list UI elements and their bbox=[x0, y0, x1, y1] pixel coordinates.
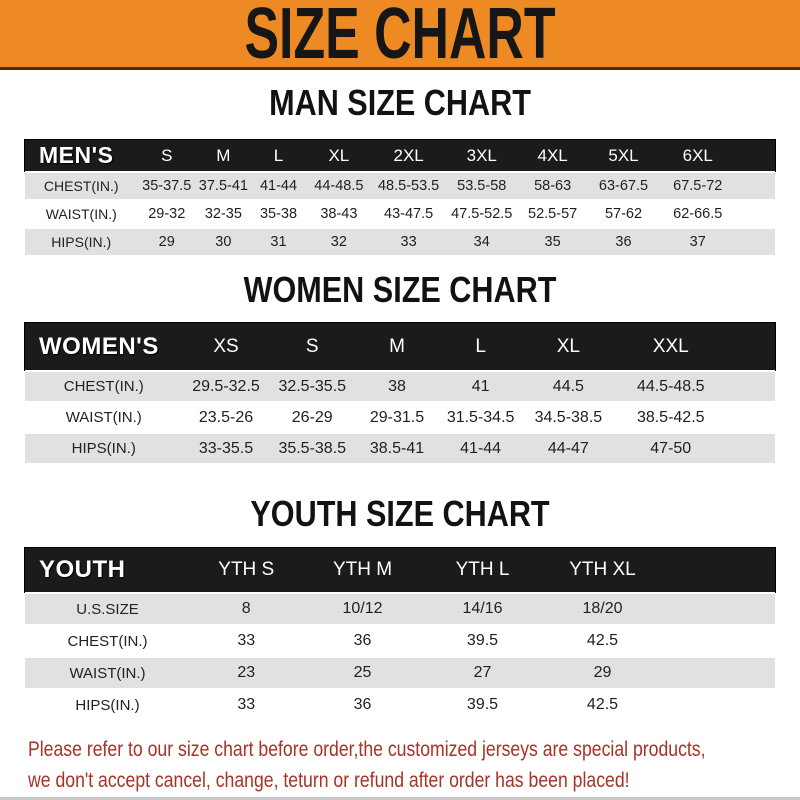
column-header: XL bbox=[556, 335, 580, 357]
size-value-cell: 62-66.5 bbox=[673, 206, 723, 222]
size-value-cell: 38-43 bbox=[320, 206, 358, 222]
man-section-title bbox=[0, 84, 800, 122]
size-value-cell: 44-47 bbox=[547, 439, 589, 457]
row-label: HIPS(IN.) bbox=[71, 440, 136, 457]
size-value-cell: 25 bbox=[353, 664, 372, 681]
column-header: 4XL bbox=[537, 145, 568, 165]
row-label: WAIST(IN.) bbox=[69, 664, 146, 682]
column-header: XS bbox=[213, 335, 239, 357]
size-value-cell: 44.5-48.5 bbox=[636, 377, 705, 395]
size-value-cell: 23 bbox=[237, 664, 256, 681]
row-label: CHEST(IN.) bbox=[63, 378, 144, 395]
row-label: CHEST(IN.) bbox=[43, 178, 119, 194]
size-value-cell: 30 bbox=[215, 234, 232, 250]
size-value-cell: 41-44 bbox=[259, 178, 298, 194]
table-row bbox=[25, 401, 775, 432]
size-value-cell: 38.5-41 bbox=[369, 439, 425, 457]
table-row bbox=[25, 688, 775, 720]
table-row bbox=[25, 227, 775, 255]
size-value-cell: 38.5-42.5 bbox=[636, 408, 705, 426]
size-value-cell: 29-32 bbox=[148, 206, 186, 222]
women-table-corner-label: WOMEN'S bbox=[39, 332, 159, 360]
page-title: SIZE CHART bbox=[244, 0, 556, 74]
size-value-cell: 37.5-41 bbox=[198, 178, 248, 194]
table-row bbox=[25, 656, 775, 688]
disclaimer-line-1: Please refer to our size chart before order,the customized jerseys are special products, bbox=[28, 738, 706, 761]
size-value-cell: 53.5-58 bbox=[457, 178, 507, 194]
row-label: U.S.SIZE bbox=[76, 600, 139, 618]
size-value-cell: 33-35.5 bbox=[198, 439, 254, 457]
column-header: 6XL bbox=[682, 145, 713, 165]
size-value-cell: 32-35 bbox=[204, 206, 242, 222]
size-value-cell: 32 bbox=[330, 234, 347, 250]
size-value-cell: 34 bbox=[473, 234, 490, 250]
size-value-cell: 58-63 bbox=[534, 178, 572, 194]
column-header: YTH S bbox=[218, 559, 275, 580]
youth-size-table bbox=[25, 548, 775, 720]
table-row bbox=[25, 171, 775, 199]
size-value-cell: 23.5-26 bbox=[198, 408, 254, 426]
size-value-cell: 29.5-32.5 bbox=[192, 377, 260, 395]
women-section-title bbox=[0, 271, 800, 309]
size-value-cell: 33 bbox=[400, 234, 417, 250]
size-value-cell: 32.5-35.5 bbox=[278, 377, 347, 395]
size-value-cell: 38 bbox=[388, 377, 406, 395]
man-table-corner-label: MEN'S bbox=[39, 142, 114, 168]
size-value-cell: 35-37.5 bbox=[142, 178, 192, 194]
size-value-cell: 47.5-52.5 bbox=[451, 206, 513, 222]
youth-section-title-text: YOUTH SIZE CHART bbox=[250, 493, 550, 534]
size-value-cell: 52.5-57 bbox=[528, 206, 578, 222]
column-header: 2XL bbox=[393, 145, 424, 165]
table-row bbox=[25, 199, 775, 227]
column-header: XL bbox=[328, 145, 350, 165]
size-value-cell: 43-47.5 bbox=[384, 206, 434, 222]
size-value-cell: 29 bbox=[158, 234, 175, 250]
size-value-cell: 26-29 bbox=[291, 408, 333, 426]
size-value-cell: 37 bbox=[689, 234, 706, 250]
women-section-title-text: WOMEN SIZE CHART bbox=[243, 269, 557, 310]
banner bbox=[0, 0, 800, 74]
disclaimer-note bbox=[0, 734, 800, 796]
size-value-cell: 29 bbox=[593, 664, 612, 681]
size-value-cell: 47-50 bbox=[650, 439, 692, 457]
size-value-cell: 42.5 bbox=[586, 696, 619, 713]
size-value-cell: 67.5-72 bbox=[673, 178, 723, 194]
size-value-cell: 33 bbox=[237, 632, 256, 649]
row-label: WAIST(IN.) bbox=[45, 206, 117, 222]
column-header: YTH L bbox=[455, 559, 510, 580]
size-value-cell: 29-31.5 bbox=[369, 408, 425, 426]
youth-section-title bbox=[0, 495, 800, 533]
table-row bbox=[25, 370, 775, 401]
row-label: CHEST(IN.) bbox=[67, 632, 148, 650]
size-value-cell: 36 bbox=[353, 632, 372, 649]
size-value-cell: 36 bbox=[353, 696, 372, 713]
man-section-title-text: MAN SIZE CHART bbox=[269, 82, 531, 123]
column-header: XXL bbox=[652, 335, 689, 357]
table-row bbox=[25, 592, 775, 624]
size-value-cell: 34.5-38.5 bbox=[534, 408, 603, 426]
size-value-cell: 41 bbox=[471, 377, 490, 395]
size-value-cell: 36 bbox=[615, 234, 632, 250]
size-value-cell: 48.5-53.5 bbox=[377, 178, 440, 194]
size-value-cell: 35-38 bbox=[259, 206, 298, 222]
column-header: 5XL bbox=[608, 145, 639, 165]
youth-table-header-row bbox=[25, 548, 775, 592]
row-label: HIPS(IN.) bbox=[75, 696, 140, 714]
size-value-cell: 35.5-38.5 bbox=[278, 439, 347, 457]
column-header: L bbox=[475, 335, 486, 357]
size-value-cell: 44.5 bbox=[552, 377, 584, 395]
size-value-cell: 31.5-34.5 bbox=[446, 408, 515, 426]
column-header: 3XL bbox=[466, 145, 497, 165]
size-value-cell: 31 bbox=[270, 234, 287, 250]
column-header: L bbox=[273, 145, 284, 165]
column-header: S bbox=[305, 335, 319, 357]
size-value-cell: 41-44 bbox=[460, 439, 502, 457]
column-header: YTH M bbox=[332, 559, 393, 580]
youth-table-corner-label: YOUTH bbox=[39, 556, 126, 583]
size-value-cell: 44-48.5 bbox=[314, 178, 364, 194]
size-value-cell: 42.5 bbox=[586, 632, 619, 649]
size-value-cell: 27 bbox=[473, 664, 492, 681]
column-header: M bbox=[389, 335, 405, 357]
size-value-cell: 63-67.5 bbox=[598, 178, 649, 194]
man-table-header-row bbox=[25, 140, 775, 171]
size-value-cell: 10/12 bbox=[342, 600, 383, 617]
size-value-cell: 18/20 bbox=[582, 600, 623, 617]
size-value-cell: 33 bbox=[237, 696, 256, 713]
size-value-cell: 35 bbox=[544, 234, 561, 250]
women-table-header-row bbox=[25, 323, 775, 370]
disclaimer-line-2: we don't accept cancel, change, teturn or refund after order has been placed! bbox=[28, 769, 630, 792]
size-value-cell: 8 bbox=[241, 600, 251, 617]
column-header: M bbox=[216, 145, 231, 165]
column-header: YTH XL bbox=[569, 559, 636, 580]
size-value-cell: 39.5 bbox=[466, 696, 499, 713]
man-size-table bbox=[25, 140, 775, 255]
row-label: HIPS(IN.) bbox=[51, 234, 112, 250]
size-value-cell: 57-62 bbox=[604, 206, 643, 222]
row-label: WAIST(IN.) bbox=[65, 409, 142, 426]
table-row bbox=[25, 432, 775, 463]
women-size-table bbox=[25, 323, 775, 463]
column-header: S bbox=[161, 145, 173, 165]
size-value-cell: 14/16 bbox=[462, 600, 503, 617]
size-value-cell: 39.5 bbox=[466, 632, 499, 649]
table-row bbox=[25, 624, 775, 656]
